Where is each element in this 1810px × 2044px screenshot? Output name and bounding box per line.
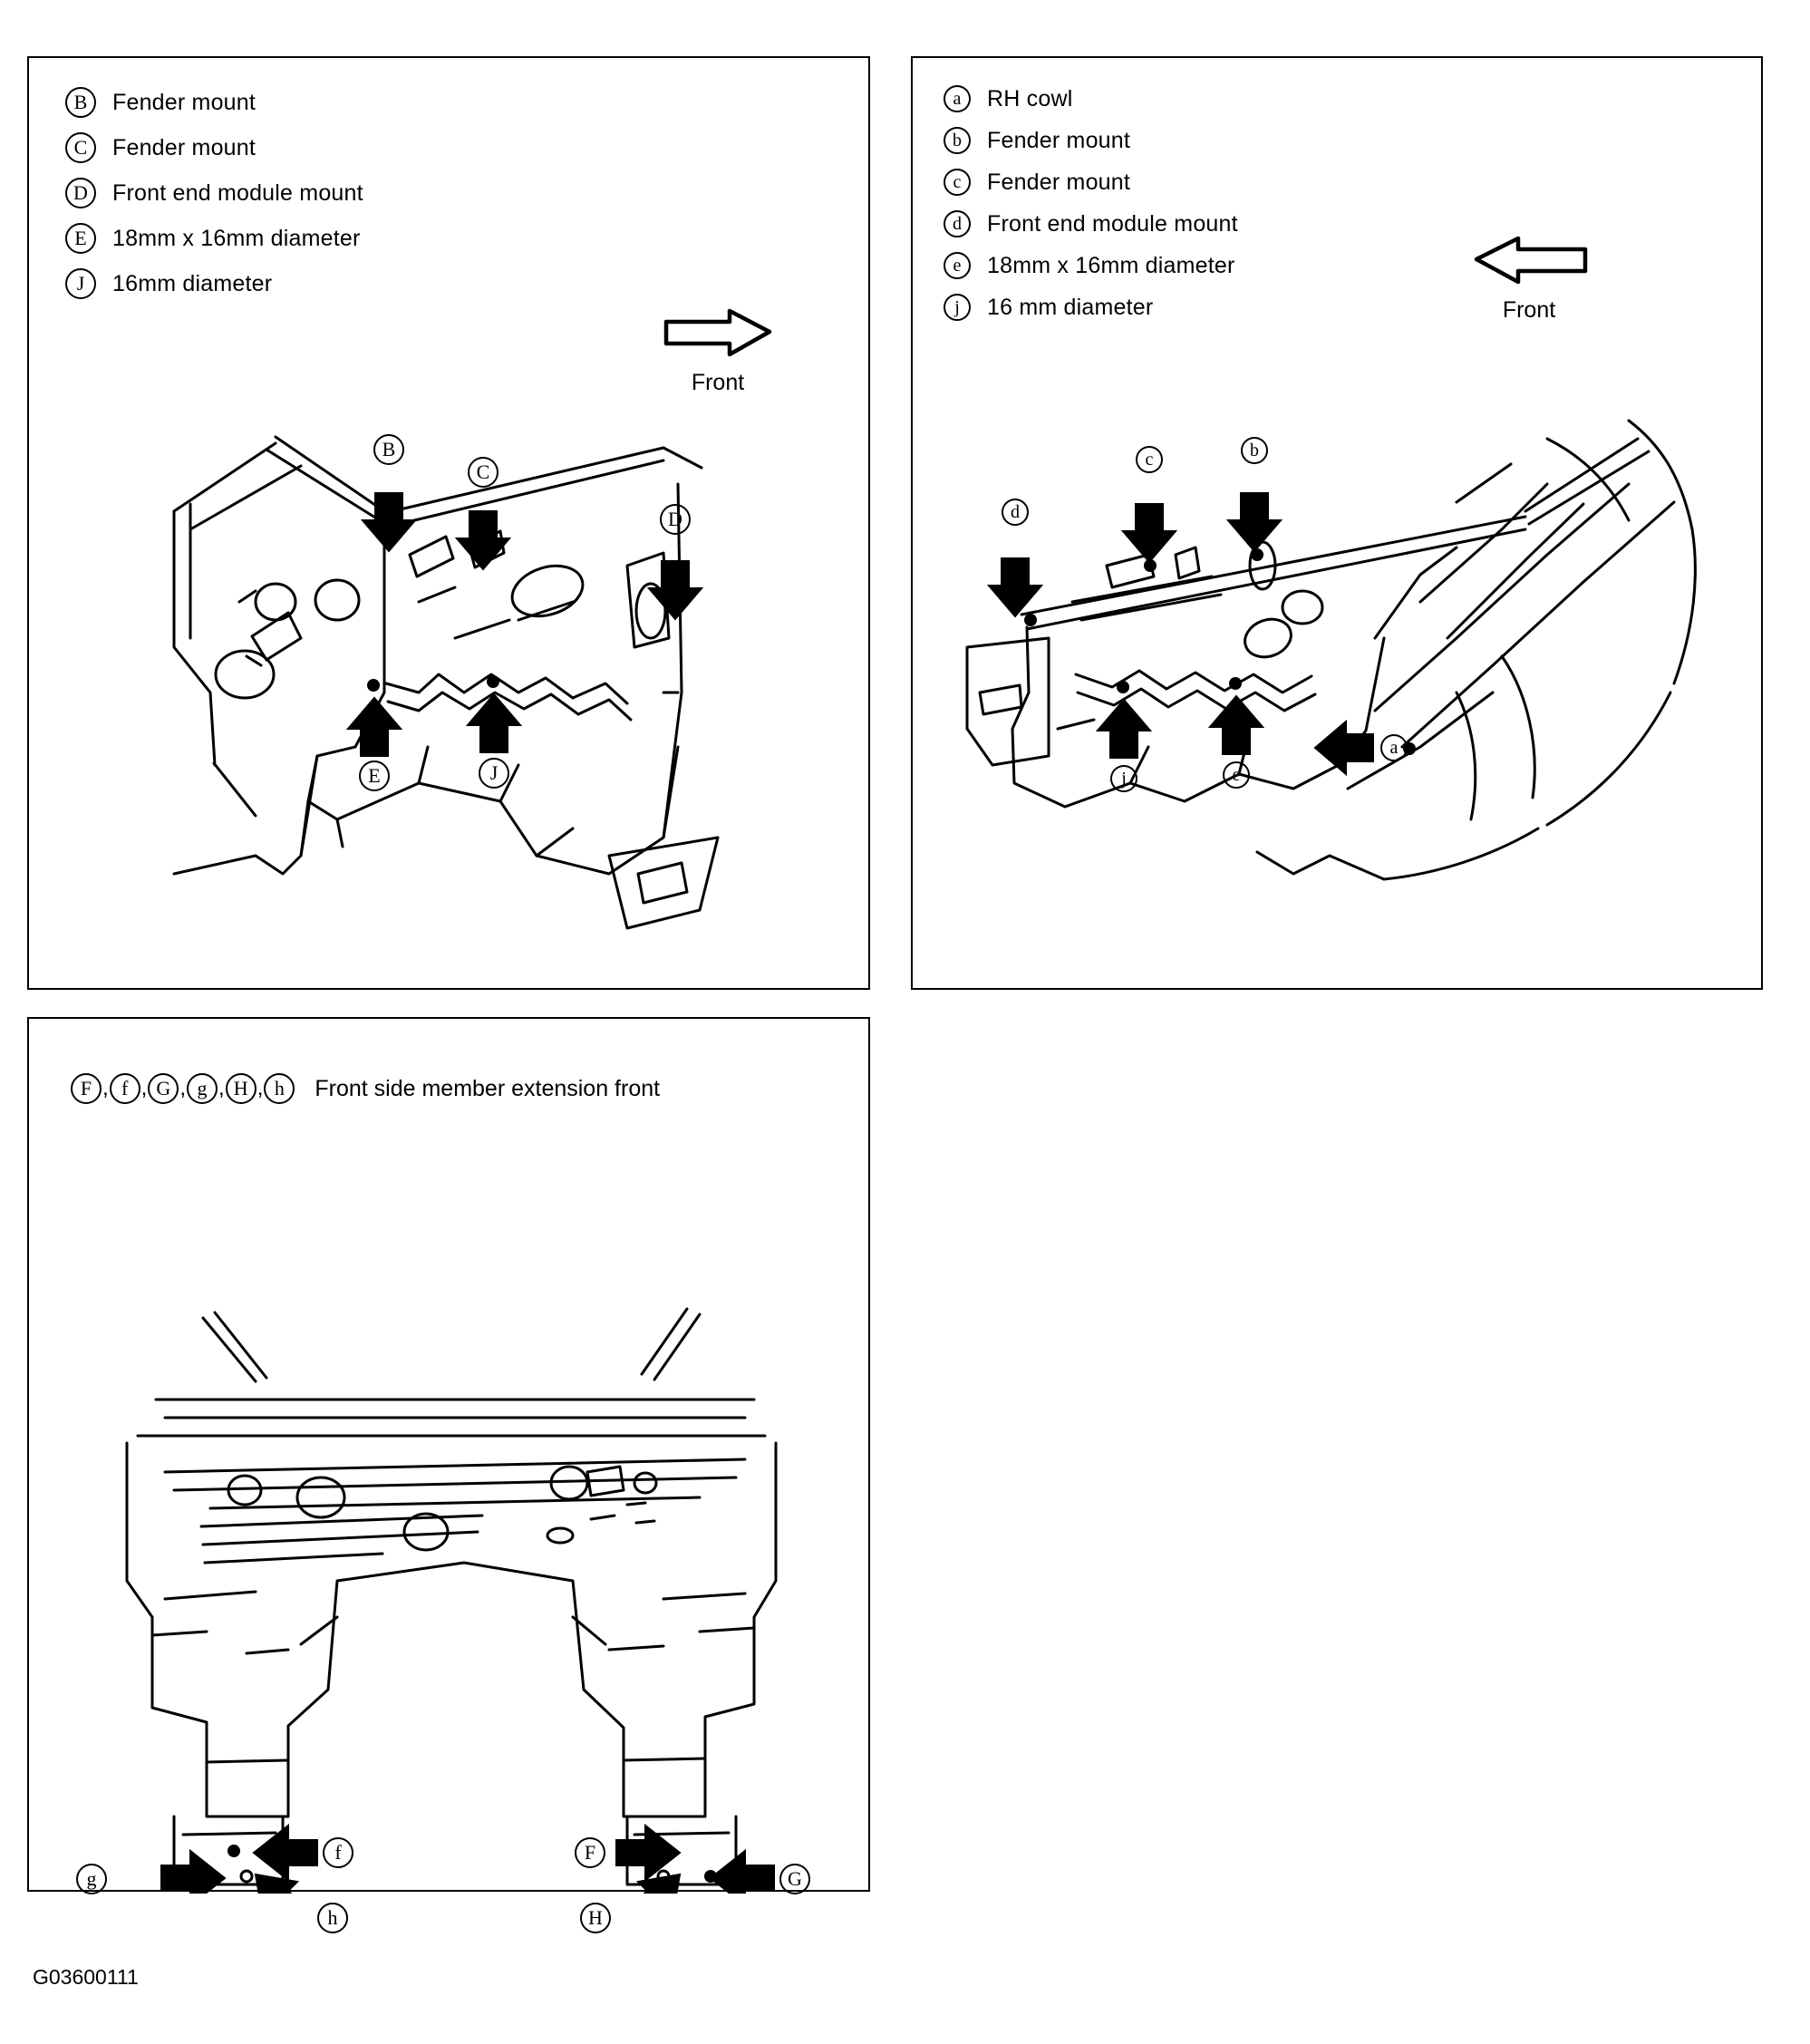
- callout-bubble-h: h: [264, 1073, 295, 1104]
- front-side-member-extension-drawing: [29, 1019, 872, 1894]
- callout-bubble-g: g: [187, 1073, 218, 1104]
- figure-code: G03600111: [33, 1965, 139, 1989]
- callout-bubble-F-figure: F: [575, 1837, 605, 1868]
- callout-bubble-d-figure: d: [1002, 499, 1029, 526]
- callout-bubble-J: J: [65, 268, 96, 299]
- callout-bubble-F: F: [71, 1073, 102, 1104]
- callout-bubble-E: E: [65, 223, 96, 254]
- diagram-panel-lh: [27, 56, 870, 990]
- callout-bubble-j-figure: j: [1110, 765, 1137, 792]
- callout-bubble-C: C: [65, 132, 96, 163]
- legend-label: Fender mount: [987, 169, 1131, 195]
- callout-bubble-d: d: [944, 210, 971, 237]
- callout-bubble-g-figure: g: [76, 1864, 107, 1894]
- callout-bubble-G-figure: G: [779, 1864, 810, 1894]
- cowl-lh-drawing: [29, 58, 872, 992]
- callout-bubble-c: c: [944, 169, 971, 196]
- callout-bubble-J-figure: J: [479, 758, 509, 789]
- bubble-separator: ,: [179, 1076, 187, 1100]
- callout-bubble-B-figure: B: [373, 434, 404, 465]
- legend-label: 18mm x 16mm diameter: [112, 225, 361, 251]
- callout-bubble-f: f: [110, 1073, 140, 1104]
- bubble-separator: ,: [218, 1076, 225, 1100]
- callout-bubble-b-figure: b: [1241, 437, 1268, 464]
- callout-bubble-G: G: [148, 1073, 179, 1104]
- diagram-panel-rh: [911, 56, 1763, 990]
- legend-label: 18mm x 16mm diameter: [987, 252, 1235, 278]
- callout-bubble-a-figure: a: [1380, 734, 1408, 761]
- callout-arrows: [348, 493, 702, 756]
- diagram-panel-extension: [27, 1017, 870, 1929]
- callout-bubble-H: H: [226, 1073, 256, 1104]
- callout-bubble-e: e: [944, 252, 971, 279]
- legend-label: Fender mount: [112, 89, 256, 115]
- bubble-separator: ,: [140, 1076, 148, 1100]
- callout-bubble-D: D: [65, 178, 96, 208]
- callout-bubble-j: j: [944, 294, 971, 321]
- callout-bubble-b: b: [944, 127, 971, 154]
- callout-bubble-c-figure: c: [1136, 446, 1163, 473]
- callout-bubble-e-figure: e: [1223, 761, 1250, 789]
- callout-bubble-B: B: [65, 87, 96, 118]
- front-label: Front: [1502, 297, 1556, 323]
- callout-bubble-h-figure: h: [317, 1903, 348, 1933]
- bubble-separator: ,: [256, 1076, 264, 1100]
- legend-label: 16 mm diameter: [987, 294, 1154, 320]
- callout-bubble-H-figure: H: [580, 1903, 611, 1933]
- callout-bubble-C-figure: C: [468, 457, 498, 488]
- callout-arrows: [989, 493, 1373, 774]
- legend-label: 16mm diameter: [112, 270, 273, 296]
- extension-title: Front side member extension front: [315, 1075, 661, 1101]
- callout-bubble-f-figure: f: [323, 1837, 353, 1868]
- cowl-rh-drawing: [913, 58, 1765, 992]
- callout-bubble-E-figure: E: [359, 760, 390, 791]
- callout-bubble-a: a: [944, 85, 971, 112]
- legend-label: Fender mount: [112, 134, 256, 160]
- legend-label: Front end module mount: [112, 179, 363, 206]
- callout-bubble-D-figure: D: [660, 504, 691, 535]
- weld-point-markers: [367, 523, 681, 692]
- bubble-separator: ,: [102, 1076, 109, 1100]
- legend-label: Front end module mount: [987, 210, 1238, 237]
- legend-label: Fender mount: [987, 127, 1131, 153]
- legend-label: RH cowl: [987, 85, 1073, 111]
- front-label: Front: [691, 370, 745, 395]
